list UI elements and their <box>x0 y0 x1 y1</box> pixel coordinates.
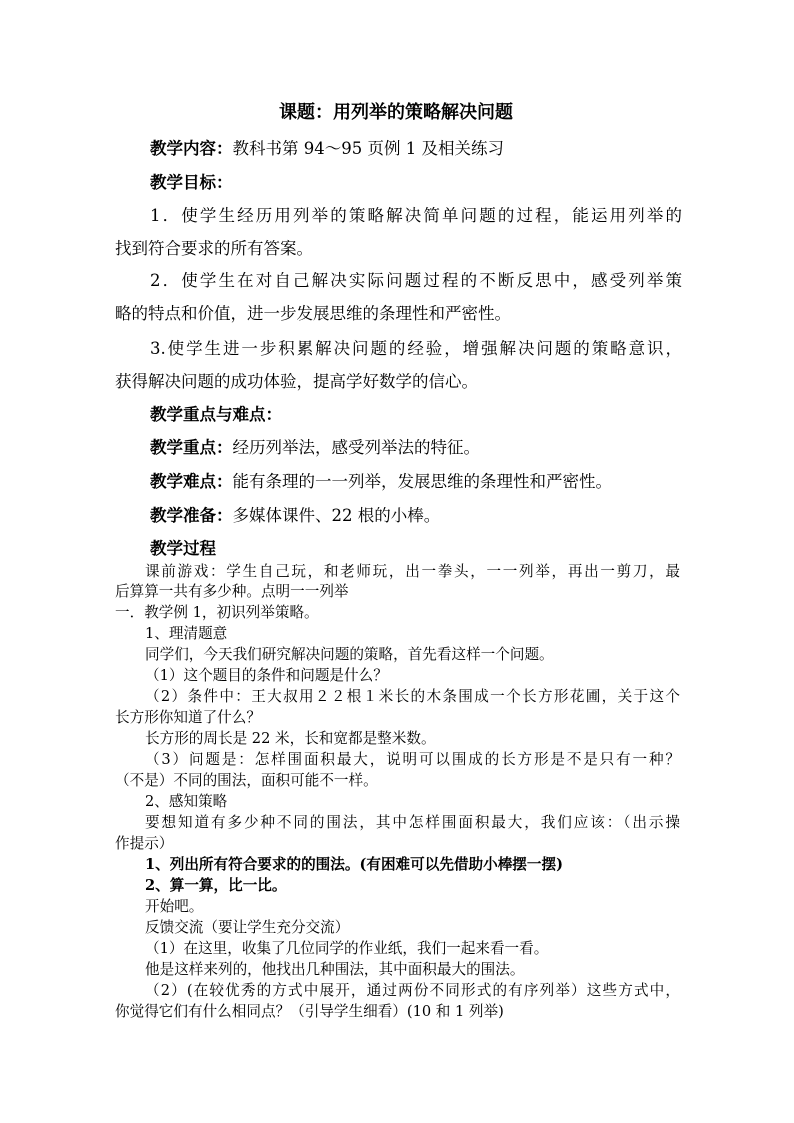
teaching-preparation-label: 教学准备： <box>150 506 233 525</box>
process-line-21: （2）(在较优秀的方式中展开，通过两份不同形式的有序列举）这些方式中， <box>145 982 680 999</box>
goal-2-line-2: 略的特点和价值，进一步发展思维的条理性和严密性。 <box>115 304 511 323</box>
process-line-7: （2）条件中：王大叔用２２根１米长的木条围成一个长方形花圃，关于这个 <box>145 688 680 705</box>
process-line-16: 2、算一算，比一比。 <box>145 877 287 894</box>
process-line-8: 长方形你知道了什么？ <box>115 709 261 726</box>
process-line-14: 作提示） <box>115 835 174 852</box>
process-line-5: 同学们，今天我们研究解决问题的策略，首先看这样一个问题。 <box>145 646 554 663</box>
process-line-4: 1、理清题意 <box>145 625 228 642</box>
teaching-focus-label: 教学重点： <box>150 438 233 457</box>
process-line-19: （1）在这里，收集了几位同学的作业纸，我们一起来看一看。 <box>145 940 549 957</box>
goal-3-line-1: 3.使学生进一步积累解决问题的经验，增强解决问题的策略意识， <box>150 339 682 358</box>
process-line-2: 后算算一共有多少种。点明一一列举 <box>115 583 349 600</box>
goal-1-line-1: 1．使学生经历用列举的策略解决简单问题的过程，能运用列举的 <box>150 206 682 225</box>
process-line-11: （不是）不同的围法，面积可能不一样。 <box>115 772 378 789</box>
teaching-difficulty <box>150 474 612 491</box>
keypoints-heading: 教学重点与难点： <box>150 405 282 424</box>
teaching-content <box>150 141 504 158</box>
teaching-difficulty-text: 能有条理的一一列举，发展思维的条理性和严密性。 <box>232 472 612 491</box>
teaching-process-heading: 教学过程 <box>150 539 216 558</box>
teaching-focus-text: 经历列举法，感受列举法的特征。 <box>232 438 480 457</box>
teaching-preparation <box>150 508 440 525</box>
process-line-9: 长方形的周长是 22 米，长和宽都是整米数。 <box>145 730 436 747</box>
process-line-18: 反馈交流（要让学生充分交流） <box>145 919 350 936</box>
process-line-20: 他是这样来列的，他找出几种围法，其中面积最大的围法。 <box>145 961 525 978</box>
process-line-15: 1、列出所有符合要求的的围法。(有困难可以先借助小棒摆一摆) <box>145 856 563 873</box>
teaching-difficulty-label: 教学难点： <box>150 472 233 491</box>
process-line-22: 你觉得它们有什么相同点？（引导学生细看）(10 和 1 列举) <box>115 1003 504 1020</box>
teaching-preparation-text: 多媒体课件、22 根的小棒。 <box>232 506 441 525</box>
page-title: 课题：用列举的策略解决问题 <box>279 102 513 123</box>
teaching-goals-heading: 教学目标： <box>150 173 233 192</box>
teaching-focus <box>150 440 480 457</box>
goal-3-line-2: 获得解决问题的成功体验，提高学好数学的信心。 <box>115 372 478 391</box>
goal-2-line-1: 2．使学生在对自己解决实际问题过程的不断反思中，感受列举策 <box>150 271 682 290</box>
goal-1-line-2: 找到符合要求的所有答案。 <box>115 239 313 258</box>
process-line-6: （1）这个题目的条件和问题是什么？ <box>145 667 388 684</box>
process-line-1: 课前游戏：学生自己玩，和老师玩，出一拳头，一一列举，再出一剪刀，最 <box>145 563 680 580</box>
process-line-13: 要想知道有多少种不同的围法，其中怎样围面积最大，我们应该：（出示操 <box>145 814 680 831</box>
process-line-10: （3）问题是：怎样围面积最大，说明可以围成的长方形是不是只有一种？ <box>145 751 680 768</box>
teaching-content-label: 教学内容： <box>150 139 233 158</box>
process-line-17: 开始吧。 <box>145 898 204 915</box>
process-line-12: 2、感知策略 <box>145 793 228 810</box>
process-line-3: 一．教学例 1，初识列举策略。 <box>115 604 319 621</box>
teaching-content-text: 教科书第 94～95 页例 1 及相关练习 <box>232 139 504 158</box>
